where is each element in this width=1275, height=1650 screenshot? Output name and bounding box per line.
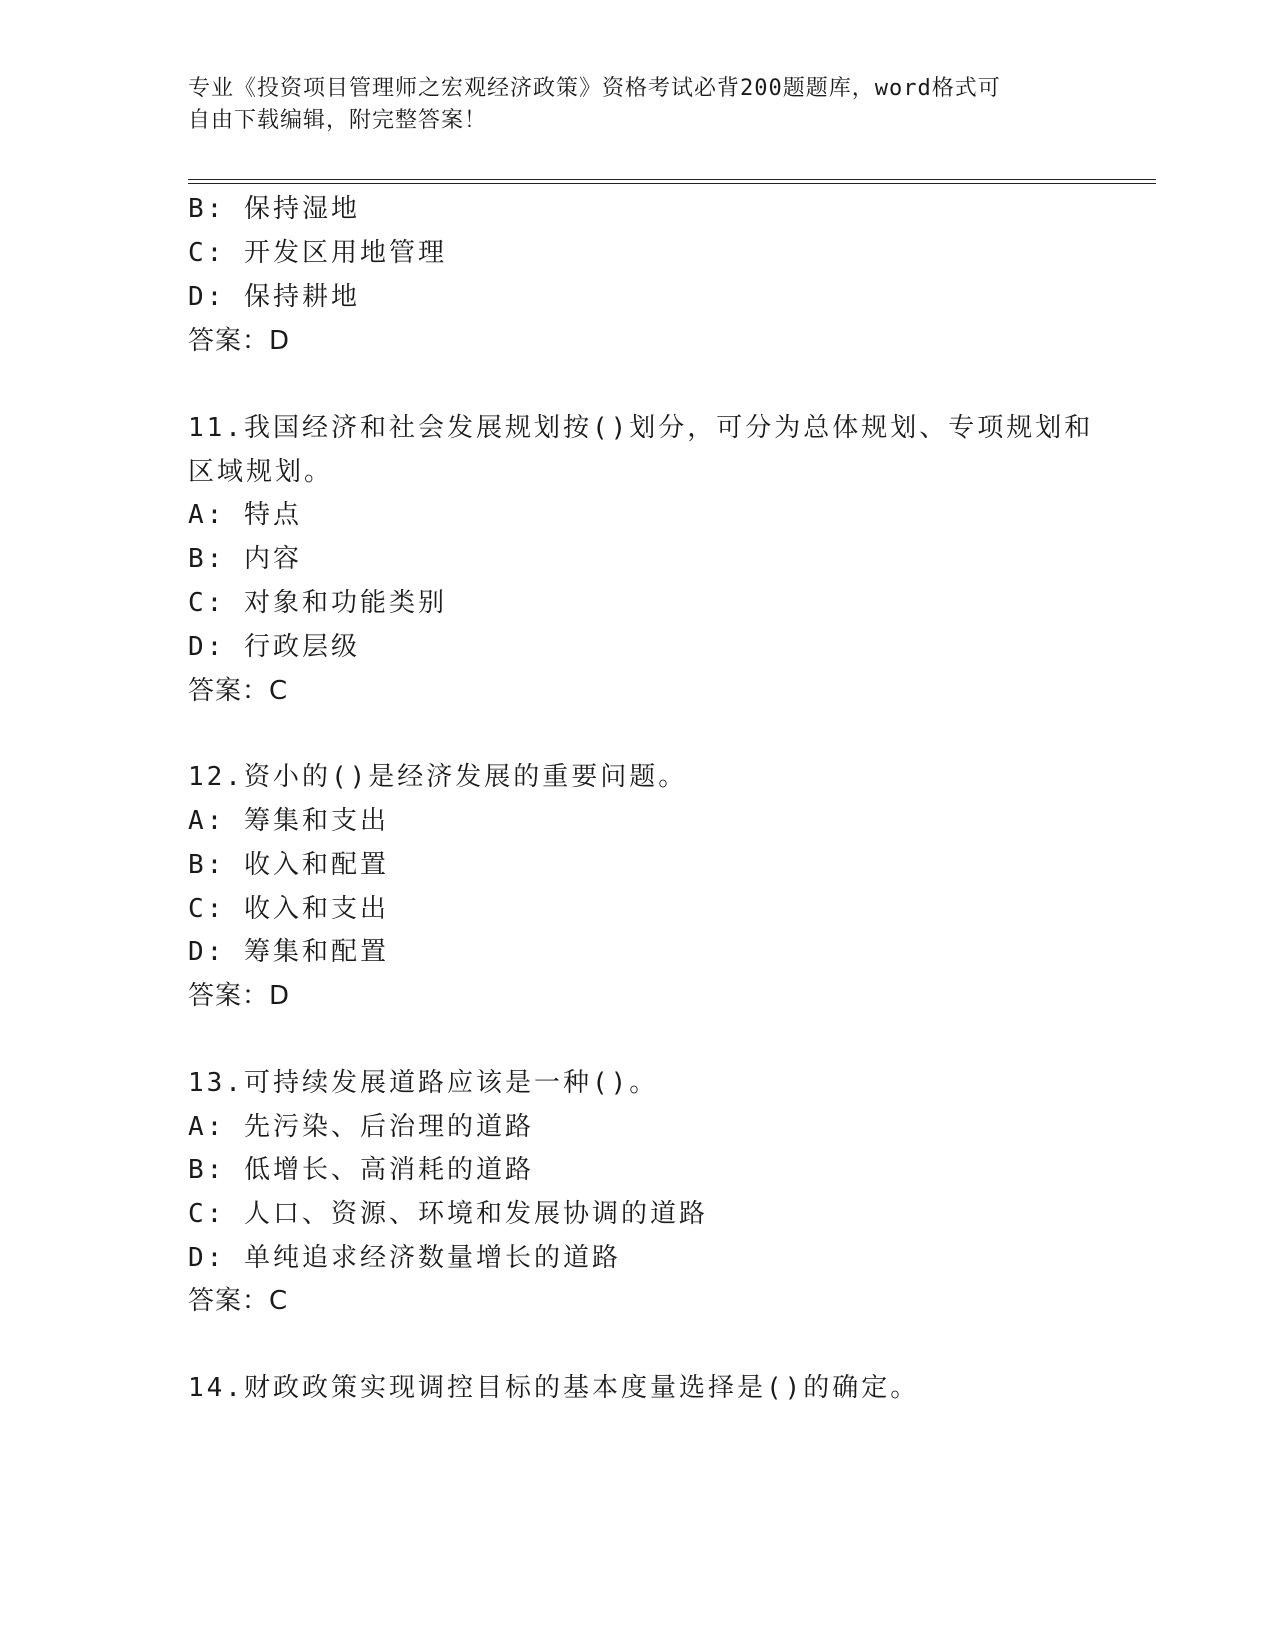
header-title-line-1: 专业《投资项目管理师之宏观经济政策》资格考试必背200题题库，word格式可 [188, 76, 1001, 101]
option-c: C: 收入和支出 [188, 894, 389, 924]
question-stem: 13.可持续发展道路应该是一种()。 [188, 1068, 659, 1098]
header-title-line-2: 自由下载编辑，附完整答案！ [188, 108, 488, 133]
answer-line: 答案：C [188, 676, 289, 706]
option-d: D: 筹集和配置 [188, 937, 389, 967]
option-b: B: 内容 [188, 544, 302, 574]
option-b: B: 收入和配置 [188, 850, 389, 880]
option-a: A: 特点 [188, 500, 302, 530]
option-d: D: 行政层级 [188, 632, 360, 662]
header-divider [188, 179, 1156, 184]
answer-line: 答案：D [188, 326, 291, 356]
option-c: C: 人口、资源、环境和发展协调的道路 [188, 1199, 708, 1229]
option-c: C: 开发区用地管理 [188, 238, 447, 268]
option-d: D: 单纯追求经济数量增长的道路 [188, 1243, 621, 1273]
answer-line: 答案：D [188, 981, 291, 1011]
question-stem: 14.财政政策实现调控目标的基本度量选择是()的确定。 [188, 1373, 920, 1403]
question-stem-continued: 区域规划。 [188, 457, 334, 487]
option-b: B: 低增长、高消耗的道路 [188, 1155, 534, 1185]
question-stem: 12.资小的()是经济发展的重要问题。 [188, 762, 688, 792]
question-stem: 11.我国经济和社会发展规划按()划分，可分为总体规划、专项规划和 [188, 413, 1094, 443]
answer-line: 答案：C [188, 1286, 289, 1316]
option-c: C: 对象和功能类别 [188, 588, 447, 618]
option-a: A: 先污染、后治理的道路 [188, 1112, 534, 1142]
option-a: A: 筹集和支出 [188, 806, 389, 836]
page-header [188, 73, 1068, 137]
option-d: D: 保持耕地 [188, 282, 360, 312]
option-b: B: 保持湿地 [188, 194, 360, 224]
